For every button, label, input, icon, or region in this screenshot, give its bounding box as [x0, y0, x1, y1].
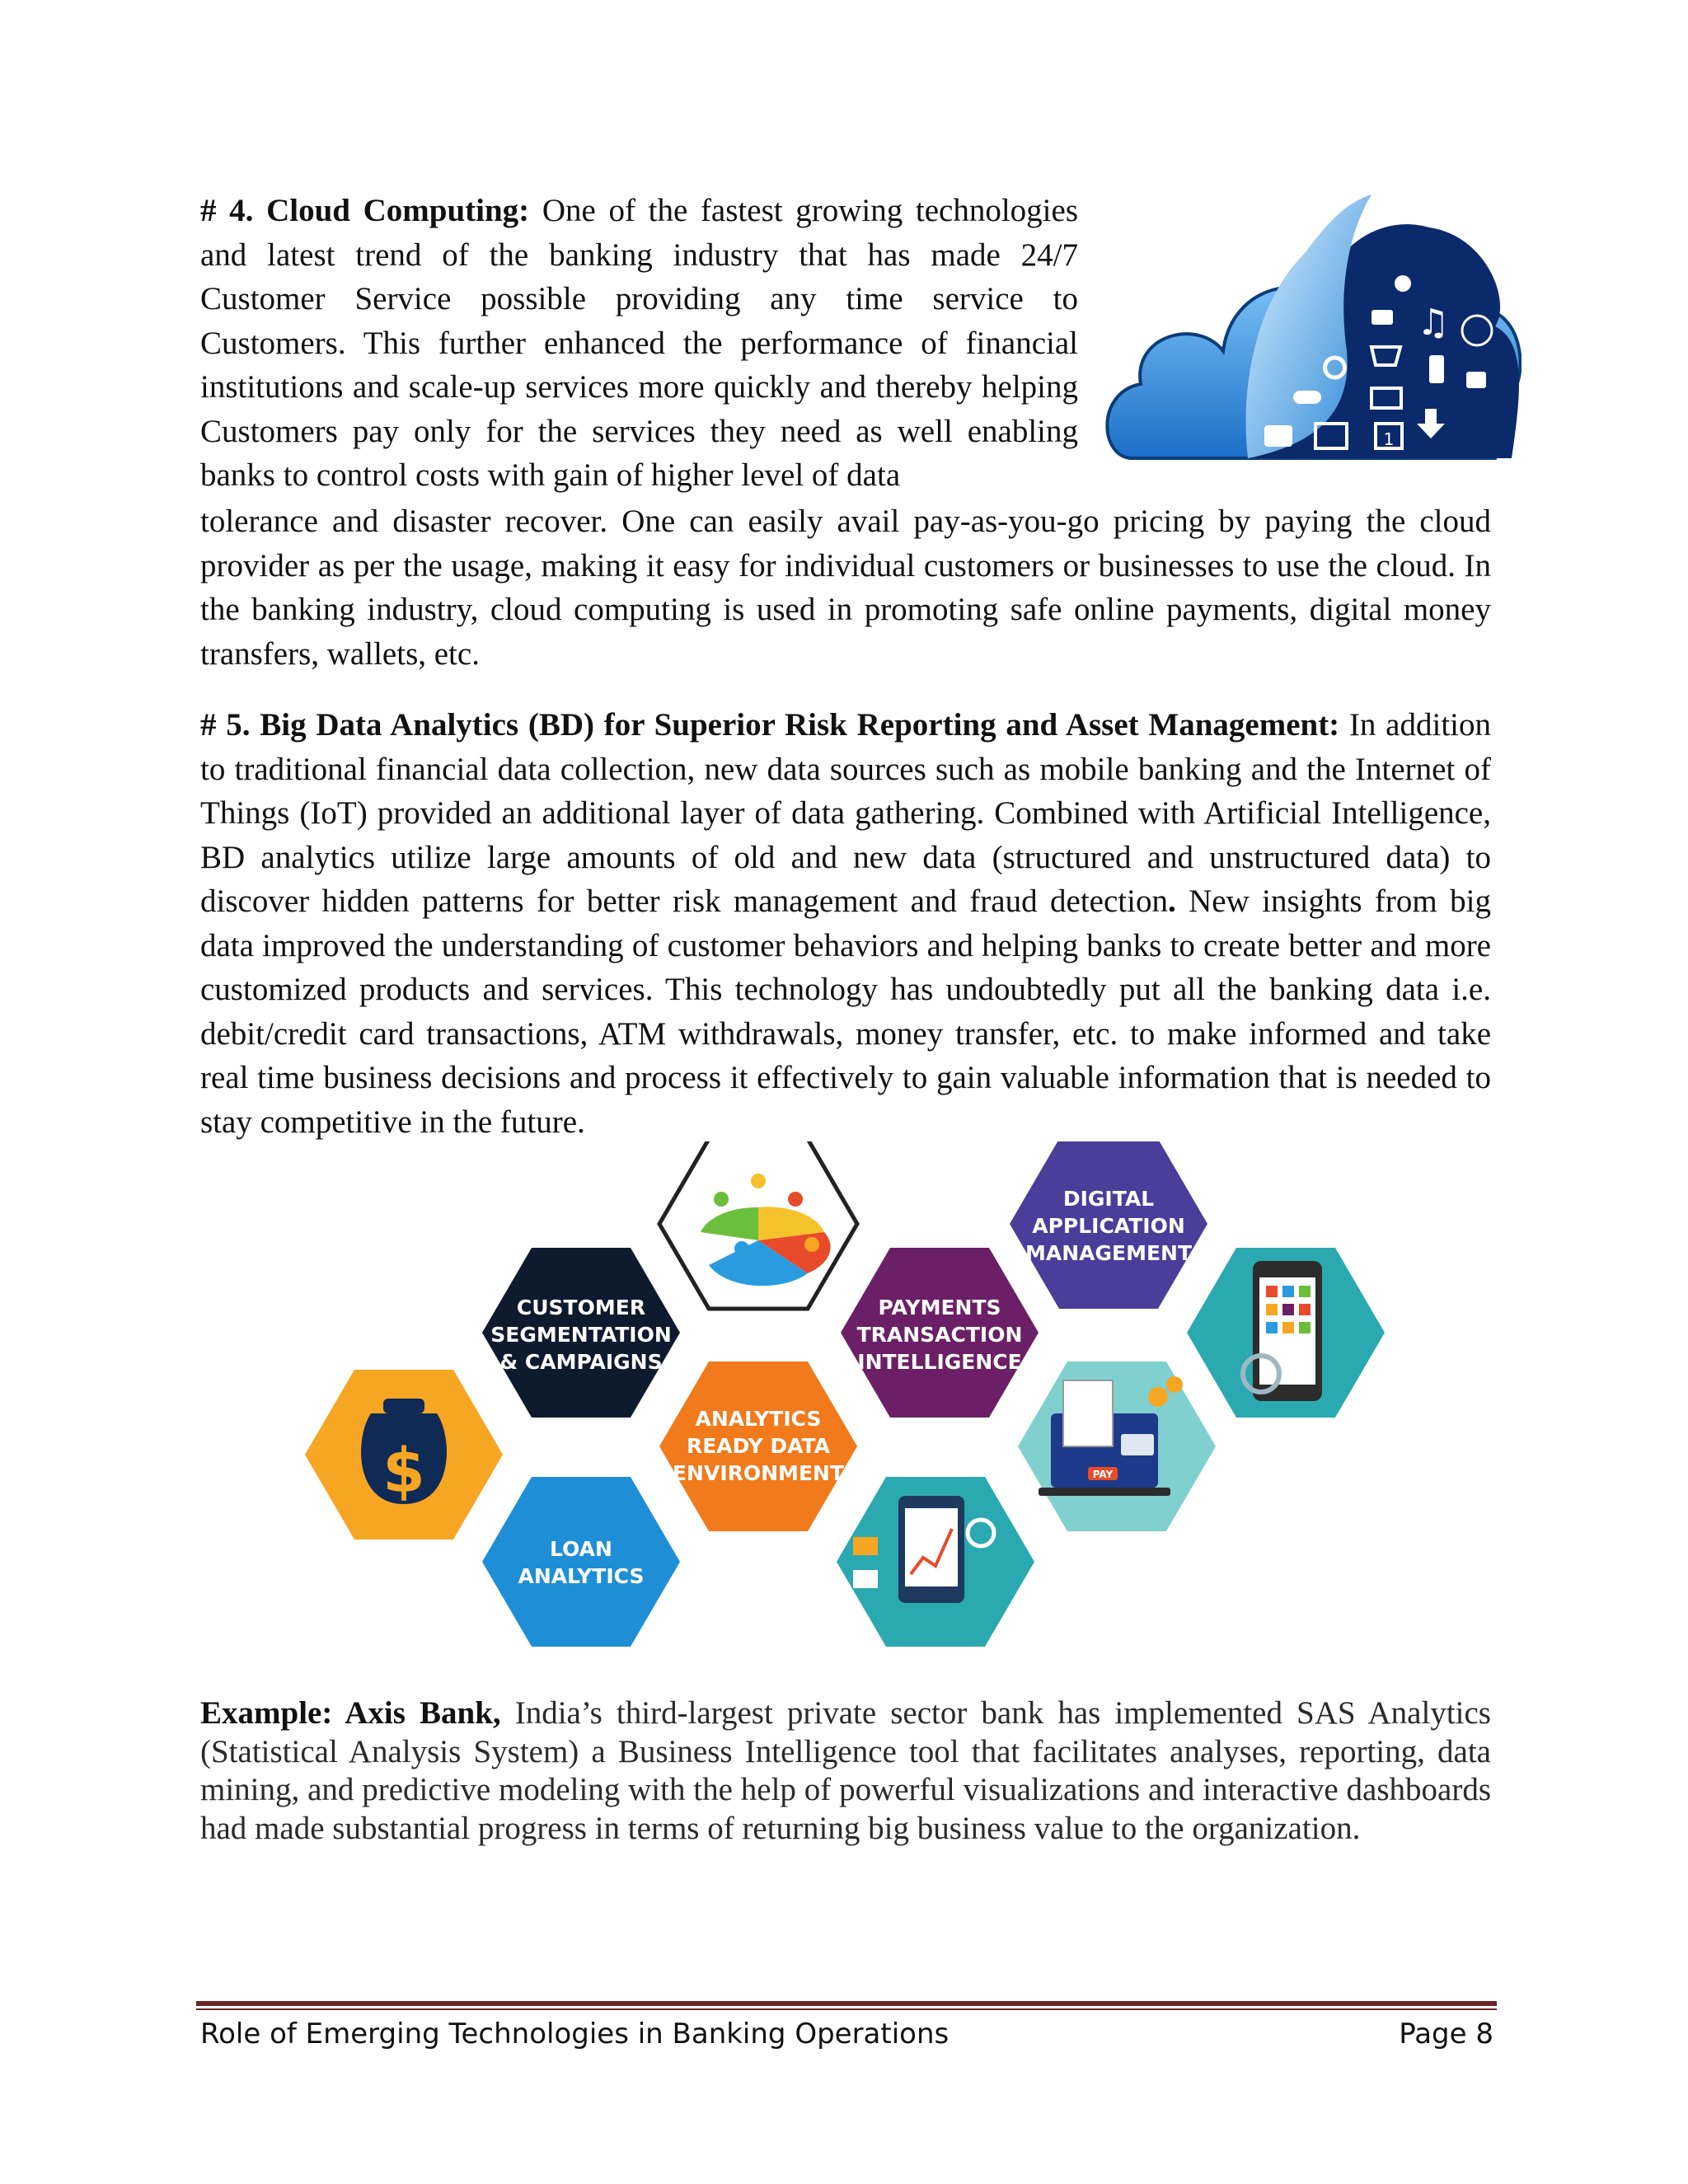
dollar-sign-icon: $: [382, 1436, 425, 1507]
footer-rule-thick: [196, 2001, 1497, 2006]
phone-apps-hexagon: [1187, 1248, 1385, 1418]
digital-label-2: APPLICATION: [1032, 1214, 1185, 1238]
example-heading: Example: Axis Bank,: [200, 1695, 501, 1731]
customer-segmentation-hexagon: [482, 1248, 680, 1418]
payments-transaction-hexagon: [841, 1248, 1039, 1418]
analytics-label-2: READY DATA: [686, 1434, 831, 1458]
payments-label-2: TRANSACTION: [856, 1323, 1023, 1347]
camera-icon: [1264, 425, 1292, 447]
big-data-text-part2: New insights from big data improved the understanding of customer behaviors and helping banks to create better and more customized products and services. This technology has undoubtedly put all the banking data i.e. debit/credit card transactions, ATM withdrawals, money transfer, etc. to make informed and take real time business decisions and process it effectively to gain valuable information that is needed to stay competitive in the future.: [200, 883, 1491, 1140]
person-icon: [714, 1192, 729, 1207]
cloud-computing-paragraph-bottom: [200, 499, 1491, 676]
app-grid-icon: [1266, 1286, 1311, 1333]
footer-rule-thin: [196, 2008, 1497, 2010]
customer-people-hexagon: [659, 1141, 857, 1309]
example-text: India’s third-largest private sector bank has implemented SAS Analytics (Statistical Analysis System) a Business Intelligence tool that facilitates analyses, reporting, data mining, and predictive modeling with the help of powerful visualizations and interactive dashboards had made substantial progress in terms of returning big business value to the organization.: [200, 1695, 1491, 1846]
credit-card-icon: [1121, 1434, 1154, 1455]
cloud-computing-text-top: One of the fastest growing technologies and latest trend of the banking industry that has made 24/7 Customer Service possible providing any time service to Customers. This further enhanced the performance of financial institutions and scale-up services more quickly and thereby helping Customers pay only for the services they need as well enabling banks to control costs with gain of higher level of data: [200, 193, 1079, 493]
digital-label-3: MANAGEMENT: [1025, 1241, 1193, 1265]
money-bag-hexagon: [305, 1370, 503, 1540]
analytics-label-3: ENVIRONMENT: [672, 1461, 845, 1485]
laptop-payment-hexagon: [1018, 1361, 1216, 1531]
phone-icon: [1429, 355, 1444, 383]
loan-label-1: LOAN: [550, 1537, 612, 1561]
cloud-computing-text-bottom: tolerance and disaster recover. One can easily avail pay-as-you-go pricing by paying the cloud provider as per the usage, making it easy for individual customers or businesses to use the cloud. In the banking industry, cloud computing is used in promoting safe online payments, digital money transfers, wallets, etc.: [200, 504, 1491, 672]
analytics-label-1: ANALYTICS: [695, 1407, 822, 1431]
loan-analytics-hexagon: [482, 1477, 680, 1647]
pay-badge-label: PAY: [1092, 1469, 1114, 1480]
customer-label-1: CUSTOMER: [516, 1296, 646, 1319]
digital-label-1: DIGITAL: [1062, 1187, 1155, 1211]
gamepad-icon: [1293, 391, 1321, 404]
payments-label-1: PAYMENTS: [878, 1296, 1001, 1319]
video-icon: [1372, 310, 1393, 325]
mobile-analytics-hexagon: [837, 1477, 1034, 1647]
chat-icon: [1395, 275, 1411, 292]
digital-application-hexagon: [1010, 1141, 1207, 1309]
cloud-computing-illustration: [1100, 186, 1522, 466]
big-data-paragraph: [200, 703, 1491, 1144]
chart-badge-icon: [853, 1537, 878, 1555]
analytics-ready-data-hexagon: [659, 1361, 857, 1531]
customer-label-2: SEGMENTATION: [490, 1323, 672, 1347]
big-data-bold-period: .: [1167, 883, 1176, 919]
loan-label-2: ANALYTICS: [518, 1564, 645, 1588]
calendar-day-label: 1: [1383, 429, 1395, 449]
cloud-computing-paragraph-top: [200, 189, 1078, 498]
big-data-hexagon-infographic: [297, 1141, 1426, 1669]
footer-page-number: Page 8: [1399, 2018, 1493, 2050]
lock-icon: [1466, 372, 1486, 388]
axis-bank-example-paragraph: [200, 1694, 1491, 1848]
customer-label-3: & CAMPAIGNS: [499, 1350, 663, 1374]
cloud-computing-heading: # 4. Cloud Computing:: [200, 193, 530, 228]
document-icon: [1063, 1380, 1113, 1446]
coin-icon: [1148, 1387, 1168, 1407]
footer-document-title: Role of Emerging Technologies in Banking Operations: [200, 2018, 950, 2050]
big-data-text-part1: In addition to traditional financial data collection, new data sources such as mobile banking and the Internet of Things (IoT) provided an additional layer of data gathering. Combined with Artificial Intelligence, BD analytics utilize large amounts of old and new data (structured and unstructured data) to discover hidden patterns for better risk management and fraud detection: [200, 707, 1491, 919]
big-data-heading: # 5. Big Data Analytics (BD) for Superior Risk Reporting and Asset Management:: [200, 707, 1340, 743]
music-note-icon: ♫: [1417, 302, 1450, 344]
payments-label-3: INTELLIGENCE: [857, 1350, 1022, 1374]
